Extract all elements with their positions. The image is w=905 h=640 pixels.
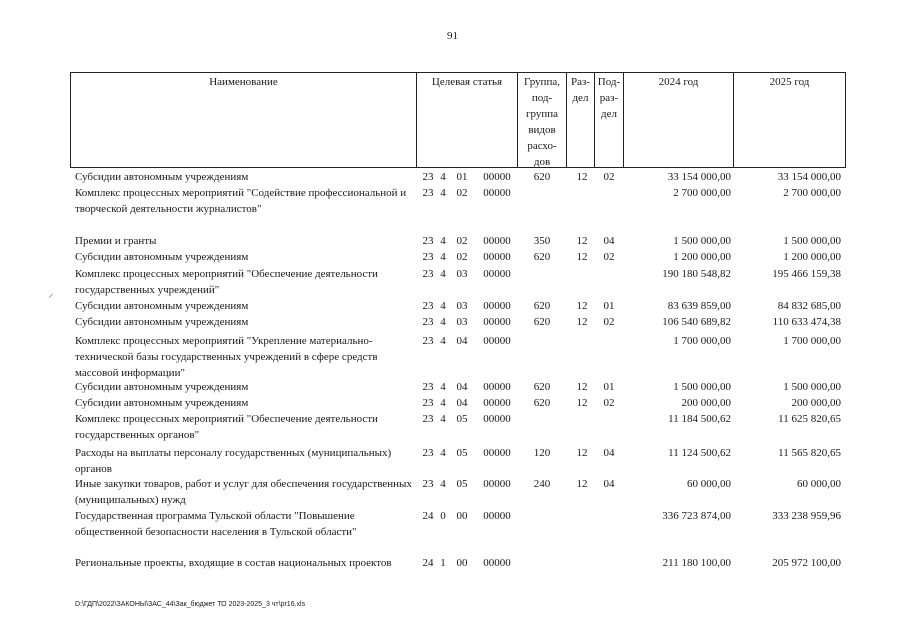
subsection-code: 02	[603, 397, 615, 409]
target-code: 23	[422, 300, 434, 312]
target-code: 24	[422, 510, 434, 522]
target-code: 05	[456, 413, 468, 425]
section-code: 12	[576, 251, 588, 263]
section-code: 12	[576, 447, 588, 459]
column-divider	[845, 72, 846, 168]
target-code: 23	[422, 268, 434, 280]
target-code: 00000	[483, 335, 511, 347]
row-name: Субсидии автономным учреждениям	[75, 397, 249, 409]
target-code: 23	[422, 235, 434, 247]
target-code: 4	[440, 447, 446, 459]
header-subsection: Под- раз- дел	[597, 76, 621, 120]
row-name: Премии и гранты	[75, 235, 157, 247]
row-name: Субсидии автономным учреждениям	[75, 251, 249, 263]
amount-2024: 106 540 689,82	[662, 316, 731, 328]
row-name: Иные закупки товаров, работ и услуг для обеспечения государственных (муниципальных) нужд	[75, 478, 412, 506]
target-code: 00000	[483, 478, 511, 490]
target-code: 4	[440, 316, 446, 328]
row-name: Региональные проекты, входящие в состав национальных проектов	[75, 557, 392, 569]
header-top-border	[70, 72, 846, 73]
amount-2025: 110 633 474,38	[772, 316, 841, 328]
amount-2024: 1 500 000,00	[673, 381, 731, 393]
target-code: 23	[422, 397, 434, 409]
target-code: 02	[456, 251, 468, 263]
header-section: Раз- дел	[570, 76, 590, 104]
expense-group-code: 620	[533, 316, 551, 328]
target-code: 4	[440, 171, 446, 183]
target-code: 4	[440, 478, 446, 490]
subsection-code: 04	[603, 447, 615, 459]
expense-group-code: 240	[533, 478, 551, 490]
section-code: 12	[576, 300, 588, 312]
target-code: 4	[440, 187, 446, 199]
subsection-code: 02	[603, 171, 615, 183]
target-code: 00	[456, 510, 468, 522]
row-name: Комплекс процессных мероприятий "Обеспечение деятельности государственных учреждений"	[75, 268, 378, 296]
target-code: 00000	[483, 300, 511, 312]
expense-group-code: 620	[533, 300, 551, 312]
expense-group-code: 620	[533, 397, 551, 409]
row-name: Расходы на выплаты персоналу государственных (муниципальных) органов	[75, 447, 392, 475]
target-code: 00000	[483, 447, 511, 459]
target-code: 00000	[483, 316, 511, 328]
amount-2024: 336 723 874,00	[662, 510, 731, 522]
subsection-code: 01	[603, 300, 615, 312]
target-code: 03	[456, 300, 468, 312]
expense-group-code: 120	[533, 447, 551, 459]
amount-2025: 1 200 000,00	[783, 251, 841, 263]
amount-2024: 1 700 000,00	[673, 335, 731, 347]
amount-2025: 1 500 000,00	[783, 235, 841, 247]
amount-2024: 1 200 000,00	[673, 251, 731, 263]
subsection-code: 02	[603, 316, 615, 328]
target-code: 00000	[483, 171, 511, 183]
target-code: 00000	[483, 557, 511, 569]
amount-2024: 33 154 000,00	[667, 171, 731, 183]
section-code: 12	[576, 397, 588, 409]
expense-group-code: 620	[533, 171, 551, 183]
amount-2025: 2 700 000,00	[783, 187, 841, 199]
subsection-code: 01	[603, 381, 615, 393]
target-code: 4	[440, 268, 446, 280]
target-code: 23	[422, 447, 434, 459]
target-code: 23	[422, 251, 434, 263]
target-code: 23	[422, 381, 434, 393]
target-code: 00000	[483, 510, 511, 522]
amount-2025: 84 832 685,00	[777, 300, 841, 312]
target-code: 23	[422, 335, 434, 347]
amount-2025: 11 565 820,65	[778, 447, 841, 459]
target-code: 00000	[483, 235, 511, 247]
margin-mark: ⸝	[48, 288, 54, 300]
header-year-2024: 2024 год	[658, 76, 699, 88]
target-code: 1	[440, 557, 446, 569]
footer-file-path: D:\ГДП\2022\ЗАКОНЫ\ЗАС_44\Зак_бюджет ТО 2023-2025_3 чт\pr16.xls	[75, 601, 306, 608]
amount-2024: 1 500 000,00	[673, 235, 731, 247]
row-name: Комплекс процессных мероприятий "Содействие профессиональной и творческой деятельности журналистов"	[75, 187, 407, 215]
target-code: 01	[456, 171, 468, 183]
expense-group-code: 350	[533, 235, 551, 247]
target-code: 00000	[483, 381, 511, 393]
target-code: 02	[456, 187, 468, 199]
amount-2024: 211 180 100,00	[662, 557, 731, 569]
subsection-code: 02	[603, 251, 615, 263]
amount-2025: 1 500 000,00	[783, 381, 841, 393]
header-year-2025: 2025 год	[769, 76, 810, 88]
target-code: 00000	[483, 397, 511, 409]
target-code: 4	[440, 397, 446, 409]
row-name: Субсидии автономным учреждениям	[75, 171, 249, 183]
target-code: 23	[422, 187, 434, 199]
amount-2024: 190 180 548,82	[662, 268, 731, 280]
target-code: 04	[456, 335, 468, 347]
amount-2025: 1 700 000,00	[783, 335, 841, 347]
target-code: 05	[456, 478, 468, 490]
amount-2025: 60 000,00	[797, 478, 841, 490]
amount-2025: 205 972 100,00	[772, 557, 841, 569]
row-name: Субсидии автономным учреждениям	[75, 300, 249, 312]
header-expense-group: Группа, под- группа видов расхо- дов	[524, 76, 560, 168]
amount-2024: 83 639 859,00	[667, 300, 731, 312]
target-code: 04	[456, 397, 468, 409]
amount-2024: 11 184 500,62	[668, 413, 731, 425]
section-code: 12	[576, 171, 588, 183]
page-number: 91	[447, 30, 458, 42]
target-code: 03	[456, 316, 468, 328]
section-code: 12	[576, 316, 588, 328]
target-code: 00000	[483, 268, 511, 280]
target-code: 04	[456, 381, 468, 393]
target-code: 23	[422, 413, 434, 425]
row-name: Комплекс процессных мероприятий "Обеспечение деятельности государственных органов"	[75, 413, 378, 441]
target-code: 4	[440, 335, 446, 347]
target-code: 00000	[483, 413, 511, 425]
amount-2025: 11 625 820,65	[778, 413, 841, 425]
target-code: 00000	[483, 187, 511, 199]
expense-group-code: 620	[533, 381, 551, 393]
amount-2025: 195 466 159,38	[772, 268, 841, 280]
target-code: 4	[440, 251, 446, 263]
target-code: 24	[422, 557, 434, 569]
amount-2025: 200 000,00	[791, 397, 841, 409]
amount-2025: 33 154 000,00	[777, 171, 841, 183]
target-code: 02	[456, 235, 468, 247]
target-code: 4	[440, 413, 446, 425]
target-code: 23	[422, 478, 434, 490]
amount-2024: 200 000,00	[681, 397, 731, 409]
row-name: Субсидии автономным учреждениям	[75, 381, 249, 393]
target-code: 05	[456, 447, 468, 459]
row-name: Комплекс процессных мероприятий "Укрепление материально-технической базы государственных учреждений в сфере средств массовой информации"	[75, 335, 378, 379]
subsection-code: 04	[603, 478, 615, 490]
section-code: 12	[576, 381, 588, 393]
subsection-code: 04	[603, 235, 615, 247]
header-target-article: Целевая статья	[431, 76, 503, 88]
amount-2024: 2 700 000,00	[673, 187, 731, 199]
target-code: 23	[422, 316, 434, 328]
target-code: 00000	[483, 251, 511, 263]
target-code: 4	[440, 381, 446, 393]
target-code: 0	[440, 510, 446, 522]
header-name: Наименование	[209, 76, 278, 88]
section-code: 12	[576, 478, 588, 490]
target-code: 4	[440, 235, 446, 247]
target-code: 03	[456, 268, 468, 280]
amount-2024: 11 124 500,62	[668, 447, 731, 459]
row-name: Государственная программа Тульской области "Повышение общественной безопасности населения в Тульской области"	[75, 510, 357, 538]
amount-2025: 333 238 959,96	[772, 510, 841, 522]
target-code: 4	[440, 300, 446, 312]
expense-group-code: 620	[533, 251, 551, 263]
target-code: 00	[456, 557, 468, 569]
row-name: Субсидии автономным учреждениям	[75, 316, 249, 328]
target-code: 23	[422, 171, 434, 183]
section-code: 12	[576, 235, 588, 247]
amount-2024: 60 000,00	[687, 478, 731, 490]
header-bottom-border	[70, 167, 846, 168]
